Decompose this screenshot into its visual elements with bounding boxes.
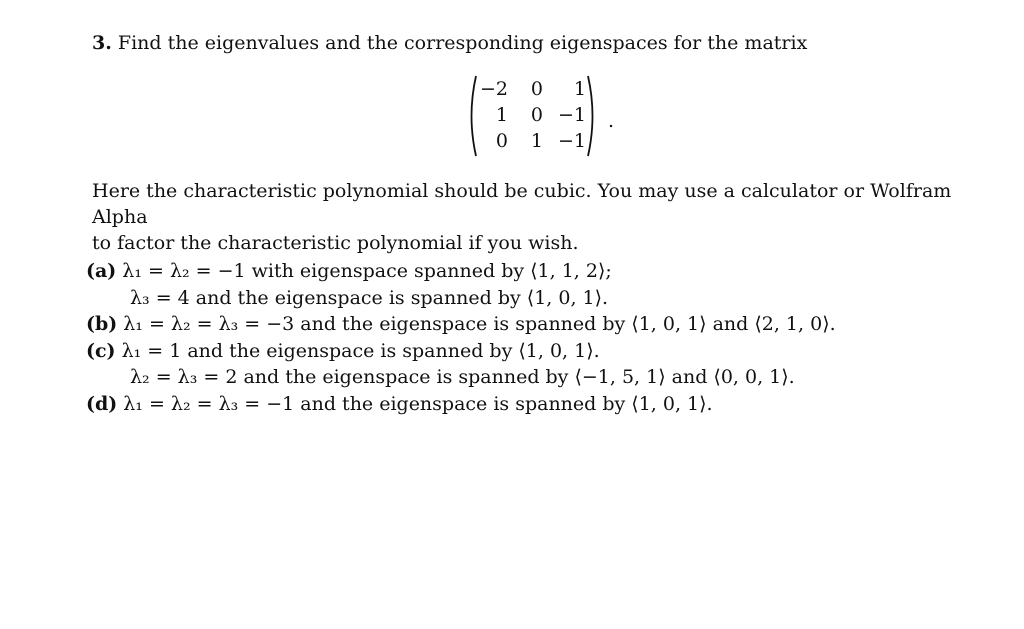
choice-text: λ₂ = λ₃ = 2 and the eigenspace is spanned by ⟨−1, 5, 1⟩ and ⟨0, 0, 1⟩. xyxy=(130,366,795,388)
matrix-row xyxy=(478,102,586,128)
matrix xyxy=(464,74,604,158)
choice-label: (b) xyxy=(86,313,118,335)
problem-number: 3. xyxy=(92,32,112,54)
choice-c-continuation xyxy=(86,364,986,391)
problem-page xyxy=(86,30,992,415)
problem-statement xyxy=(92,30,992,56)
choice-a-continuation xyxy=(86,285,986,312)
choice-text: λ₁ = λ₂ = λ₃ = −1 and the eigenspace is spanned by ⟨1, 0, 1⟩. xyxy=(123,392,713,415)
instructions-paragraph xyxy=(92,178,992,256)
choice-c xyxy=(86,338,986,365)
matrix-cell: 0 xyxy=(495,130,508,152)
matrix-row xyxy=(478,128,586,154)
choice-text: λ₁ = λ₂ = −1 with eigenspace spanned by ⟨1, 1, 2⟩; xyxy=(122,260,612,282)
right-parenthesis xyxy=(586,74,600,158)
matrix-cell: 1 xyxy=(573,78,586,100)
matrix-row xyxy=(478,76,586,102)
choice-text: λ₁ = 1 and the eigenspace is spanned by ⟨1, 0, 1⟩. xyxy=(121,339,600,362)
choice-label: (c) xyxy=(86,339,116,362)
matrix-cell: 1 xyxy=(530,130,543,152)
answer-choices xyxy=(86,258,986,417)
matrix-cell: 0 xyxy=(530,78,543,100)
problem-prompt: Find the eigenvalues and the corresponding eigenspaces for the matrix xyxy=(117,32,808,54)
matrix-cell: −2 xyxy=(479,78,508,100)
instructions-line-1: Here the characteristic polynomial should be cubic. You may use a calculator or Wolfram Alpha xyxy=(92,180,952,228)
choice-label: (a) xyxy=(86,260,117,282)
choice-label: (d) xyxy=(86,392,118,415)
left-parenthesis xyxy=(464,74,478,158)
choice-b xyxy=(86,311,986,338)
choice-d xyxy=(86,391,986,418)
matrix-period: . xyxy=(608,110,615,132)
instructions-line-2: to factor the characteristic polynomial if you wish. xyxy=(92,232,579,254)
matrix-cell: 0 xyxy=(530,104,543,126)
choice-a xyxy=(86,258,986,285)
matrix-cell: −1 xyxy=(557,104,586,126)
choice-text: λ₃ = 4 and the eigenspace is spanned by ⟨1, 0, 1⟩. xyxy=(130,286,609,309)
matrix-cell: 1 xyxy=(495,104,508,126)
choice-text: λ₁ = λ₂ = λ₃ = −3 and the eigenspace is spanned by ⟨1, 0, 1⟩ and ⟨2, 1, 0⟩. xyxy=(123,313,836,335)
matrix-cell: −1 xyxy=(557,130,586,152)
matrix-body xyxy=(478,76,586,154)
